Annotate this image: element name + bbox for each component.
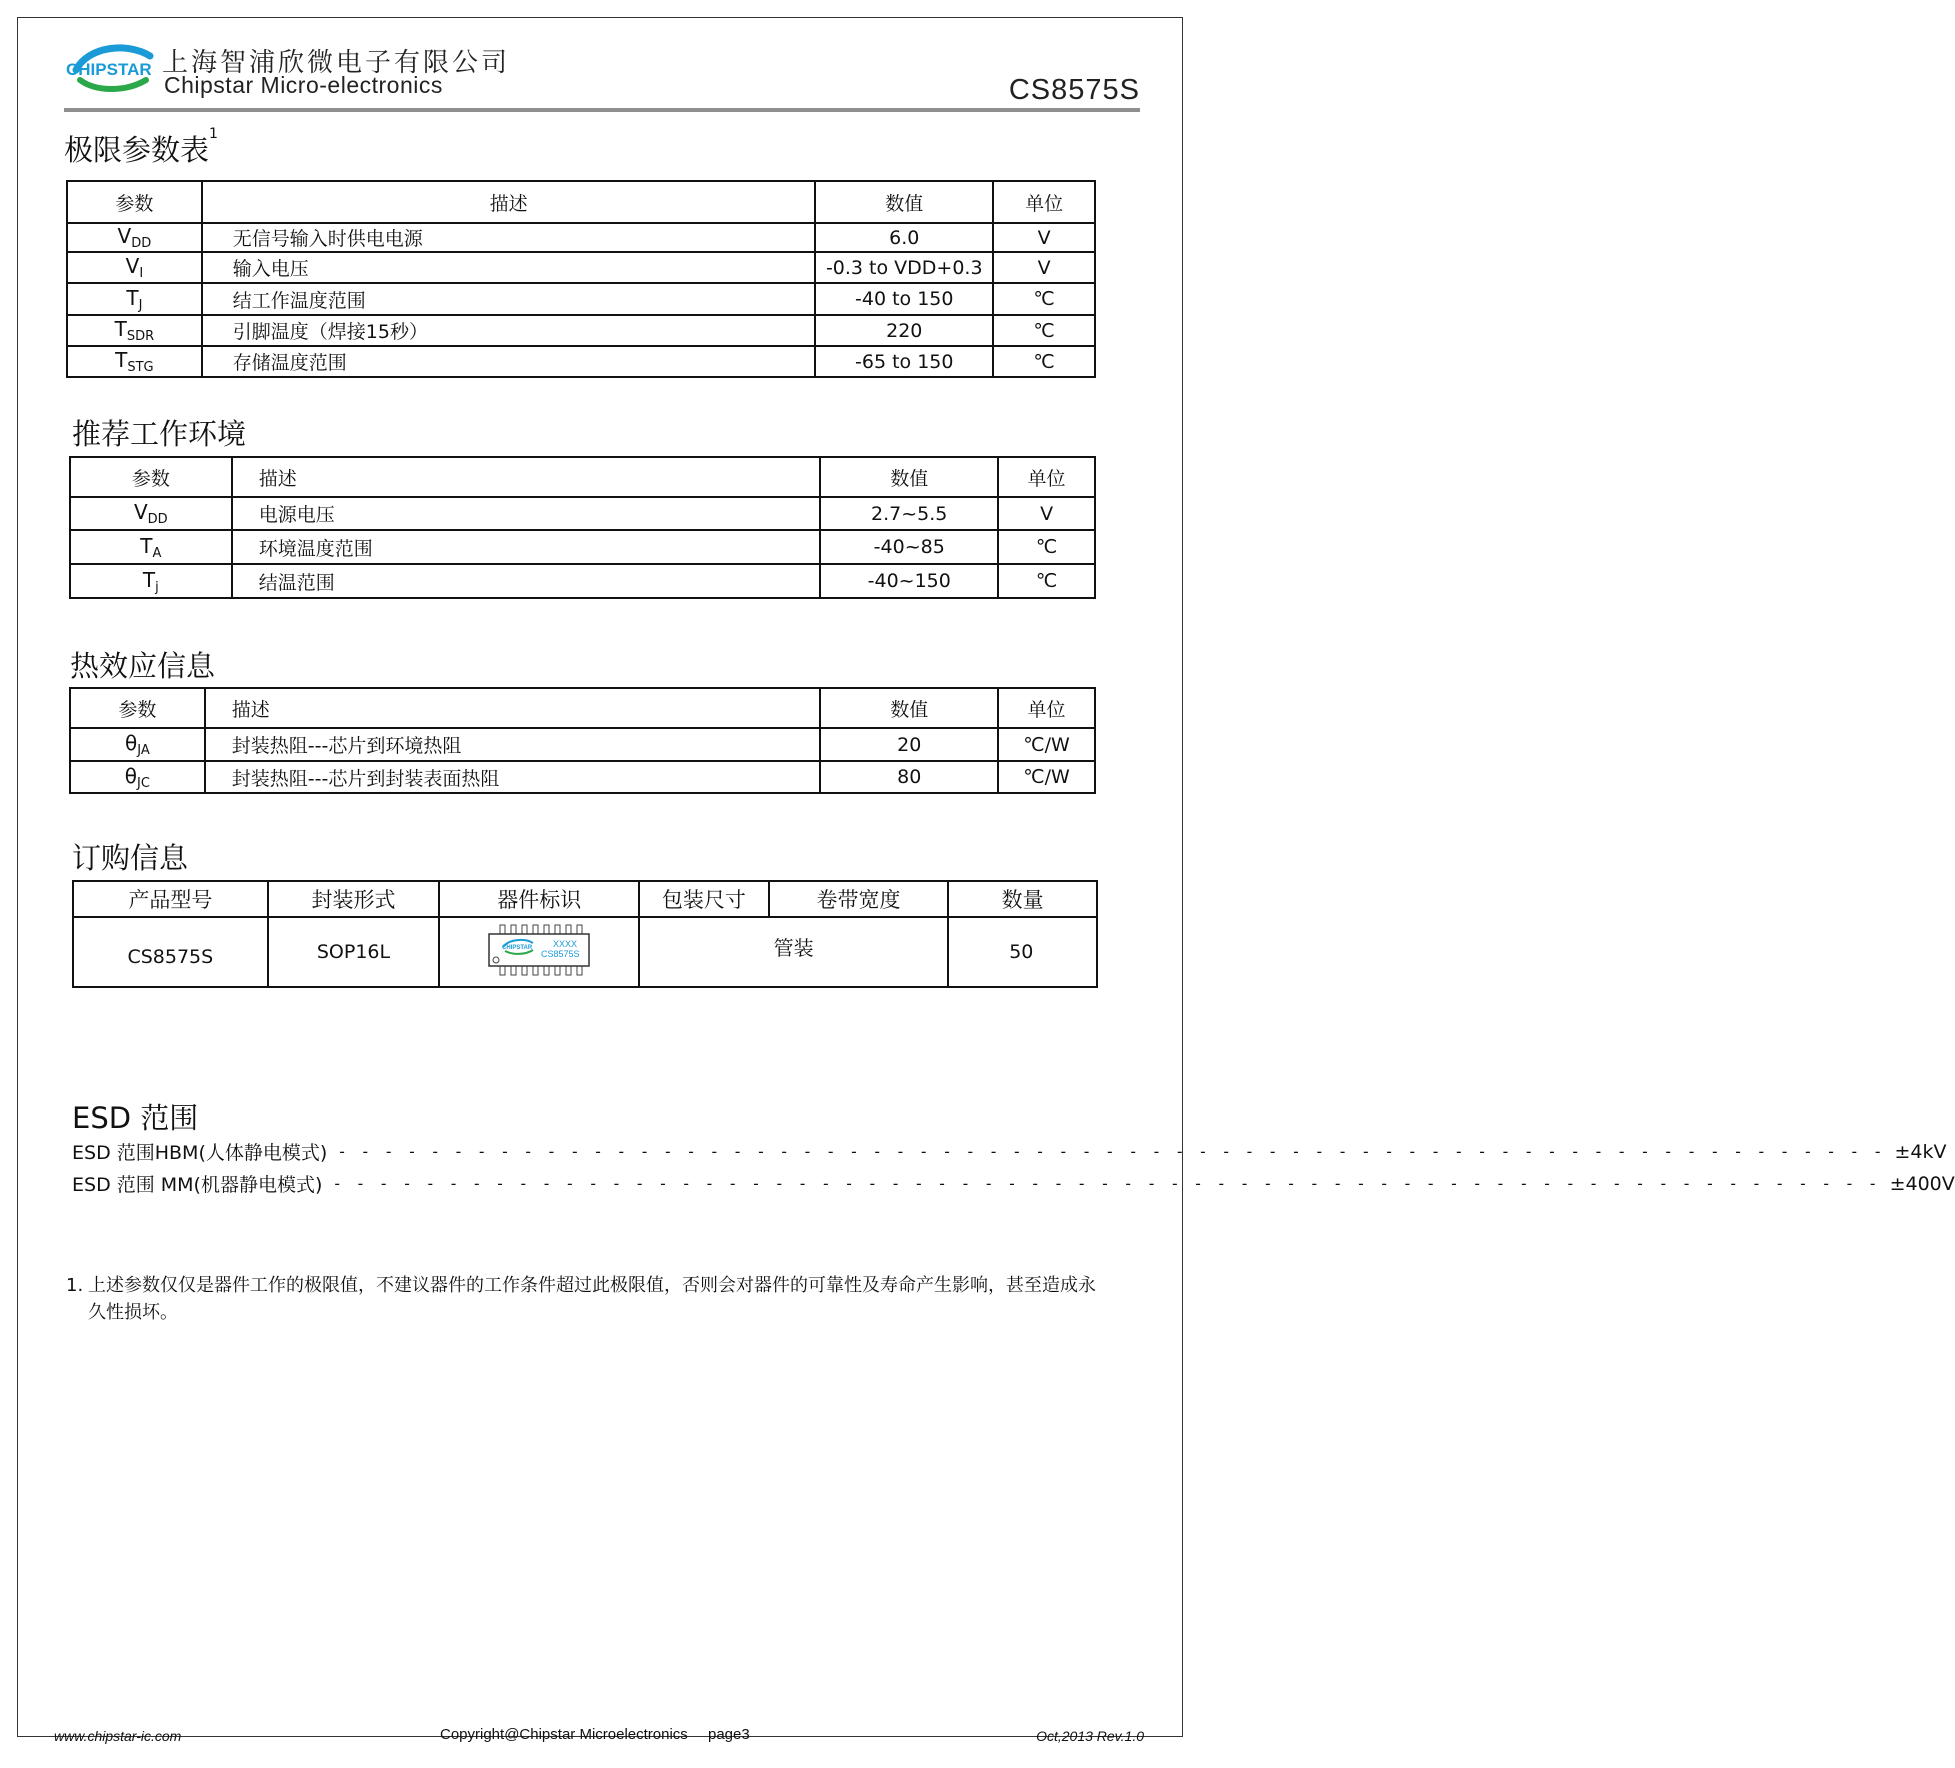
unit-cell: V — [993, 252, 1095, 283]
esd-title: ESD 范围 — [72, 1101, 199, 1135]
packing-cell: 管装 — [639, 917, 948, 987]
desc-cell: 环境温度范围 — [232, 530, 821, 564]
unit-cell: ℃/W — [998, 728, 1095, 761]
logo-text: CHIPSTAR — [66, 60, 152, 79]
unit-cell: ℃ — [998, 564, 1095, 598]
esd-mm-line — [72, 1170, 1955, 1197]
desc-cell: 存储温度范围 — [202, 346, 816, 377]
header-cell: 参数 — [67, 181, 202, 223]
esd-mm-value: ±400V — [1889, 1172, 1955, 1195]
value-cell: -65 to 150 — [815, 346, 993, 377]
unit-cell: ℃ — [998, 530, 1095, 564]
quantity-cell: 50 — [948, 917, 1097, 987]
value-cell: -40~150 — [820, 564, 998, 598]
esd-hbm-line — [72, 1138, 1947, 1165]
company-name-cn: 上海智浦欣微电子有限公司 — [162, 48, 511, 78]
table-row — [67, 252, 1095, 283]
unit-cell: ℃ — [993, 346, 1095, 377]
header-cell: 数值 — [820, 457, 998, 497]
param-cell: $V_{DD}$ — [67, 223, 202, 252]
abs-max-title-text: 极限参数表 — [64, 133, 210, 167]
page-number: page3 — [707, 1726, 750, 1743]
table-row — [67, 223, 1095, 252]
part-number: CS8575S — [1008, 74, 1140, 106]
header-cell: 单位 — [993, 181, 1095, 223]
header-cell: 单位 — [998, 457, 1095, 497]
package-cell: SOP16L — [268, 917, 440, 987]
value-cell: 6.0 — [815, 223, 993, 252]
value-cell: 20 — [820, 728, 998, 761]
marking-line1: XXXX — [553, 938, 578, 949]
param-cell: $\theta_{JA}$ — [70, 728, 205, 761]
desc-cell: 引脚温度（焊接15秒） — [202, 315, 816, 346]
footnote-number: 1. — [66, 1275, 84, 1296]
ordering-table — [72, 880, 1098, 988]
value-cell: -0.3 to VDD+0.3 — [815, 252, 993, 283]
abs-max-footnote-mark: 1 — [209, 126, 218, 142]
footer-copyright — [440, 1726, 750, 1743]
unit-cell: ℃/W — [998, 761, 1095, 793]
header-cell: 数值 — [815, 181, 993, 223]
footnote — [66, 1272, 1106, 1326]
recommended-title: 推荐工作环境 — [72, 417, 247, 451]
header-cell: 包装尺寸 — [639, 881, 769, 917]
footer-website: www.chipstar-ic.com — [54, 1728, 182, 1744]
esd-dash-leader: - - - - - - - - - - - - - - - - - - - - - - - - - - - - - - - - - - - - - - - - - - - - - - - - - - - - - - - - - - - - - - - - - - - — [337, 1142, 1885, 1161]
desc-cell: 封装热阻---芯片到封装表面热阻 — [205, 761, 821, 793]
param-cell: $T_J$ — [67, 283, 202, 315]
table-header-row — [73, 881, 1097, 917]
header-cell: 数量 — [948, 881, 1097, 917]
table-row — [70, 728, 1095, 761]
header-cell: 描述 — [205, 688, 821, 728]
desc-cell: 无信号输入时供电电源 — [202, 223, 816, 252]
table-row — [73, 917, 1097, 987]
recommended-table — [69, 456, 1096, 599]
header-cell: 数值 — [820, 688, 998, 728]
footnote-text: 上述参数仅仅是器件工作的极限值，不建议器件的工作条件超过此极限值，否则会对器件的可靠性及寿命产生影响，甚至造成永久性损坏。 — [88, 1275, 1096, 1323]
esd-mm-label: ESD 范围 MM(机器静电模式) — [72, 1174, 323, 1196]
abs-max-table — [66, 180, 1096, 378]
param-cell: $V_I$ — [67, 252, 202, 283]
param-cell: $\theta_{JC}$ — [70, 761, 205, 793]
table-row — [70, 530, 1095, 564]
desc-cell: 电源电压 — [232, 497, 821, 530]
esd-dash-leader: - - - - - - - - - - - - - - - - - - - - - - - - - - - - - - - - - - - - - - - - - - - - - - - - - - - - - - - - - - - - - - - - - - - — [332, 1174, 1880, 1193]
param-cell: $T_{STG}$ — [67, 346, 202, 377]
desc-cell: 结工作温度范围 — [202, 283, 816, 315]
desc-cell: 结温范围 — [232, 564, 821, 598]
marking-logo-text: CHIPSTAR — [502, 944, 533, 951]
chip-marking-image — [485, 923, 593, 977]
table-row — [67, 283, 1095, 315]
header-cell: 参数 — [70, 457, 232, 497]
header-cell: 描述 — [232, 457, 821, 497]
table-header-row — [67, 181, 1095, 223]
table-row — [67, 315, 1095, 346]
value-cell: 2.7~5.5 — [820, 497, 998, 530]
company-name-en: Chipstar Micro-electronics — [164, 72, 443, 98]
thermal-title: 热效应信息 — [70, 649, 216, 683]
thermal-table — [69, 687, 1096, 794]
marking-line2: CS8575S — [541, 948, 580, 959]
copyright-text: Copyright@Chipstar Microelectronics — [440, 1726, 688, 1743]
esd-hbm-value: ±4kV — [1894, 1140, 1947, 1163]
ordering-title: 订购信息 — [72, 841, 189, 875]
table-row — [70, 761, 1095, 793]
param-cell: $T_A$ — [70, 530, 232, 564]
header-cell: 产品型号 — [73, 881, 268, 917]
model-cell: CS8575S — [73, 917, 268, 987]
param-cell: $T_j$ — [70, 564, 232, 598]
desc-cell: 输入电压 — [202, 252, 816, 283]
footer-revision: Oct,2013 Rev.1.0 — [1036, 1728, 1144, 1744]
chipstar-logo — [66, 40, 158, 96]
unit-cell: ℃ — [993, 315, 1095, 346]
unit-cell: V — [998, 497, 1095, 530]
marking-cell — [439, 917, 639, 987]
header-cell: 单位 — [998, 688, 1095, 728]
table-header-row — [70, 688, 1095, 728]
abs-max-title — [64, 128, 218, 169]
unit-cell: V — [993, 223, 1095, 252]
table-header-row — [70, 457, 1095, 497]
unit-cell: ℃ — [993, 283, 1095, 315]
param-cell: $T_{SDR}$ — [67, 315, 202, 346]
header-cell: 卷带宽度 — [769, 881, 948, 917]
param-cell: $V_{DD}$ — [70, 497, 232, 530]
header-cell: 器件标识 — [439, 881, 639, 917]
desc-cell: 封装热阻---芯片到环境热阻 — [205, 728, 821, 761]
header-rule — [64, 108, 1140, 112]
table-row — [70, 497, 1095, 530]
header-cell: 封装形式 — [268, 881, 440, 917]
value-cell: -40~85 — [820, 530, 998, 564]
esd-hbm-label: ESD 范围HBM(人体静电模式) — [72, 1142, 328, 1164]
header-cell: 描述 — [202, 181, 816, 223]
table-row — [67, 346, 1095, 377]
table-row — [70, 564, 1095, 598]
value-cell: 220 — [815, 315, 993, 346]
value-cell: 80 — [820, 761, 998, 793]
header-cell: 参数 — [70, 688, 205, 728]
value-cell: -40 to 150 — [815, 283, 993, 315]
